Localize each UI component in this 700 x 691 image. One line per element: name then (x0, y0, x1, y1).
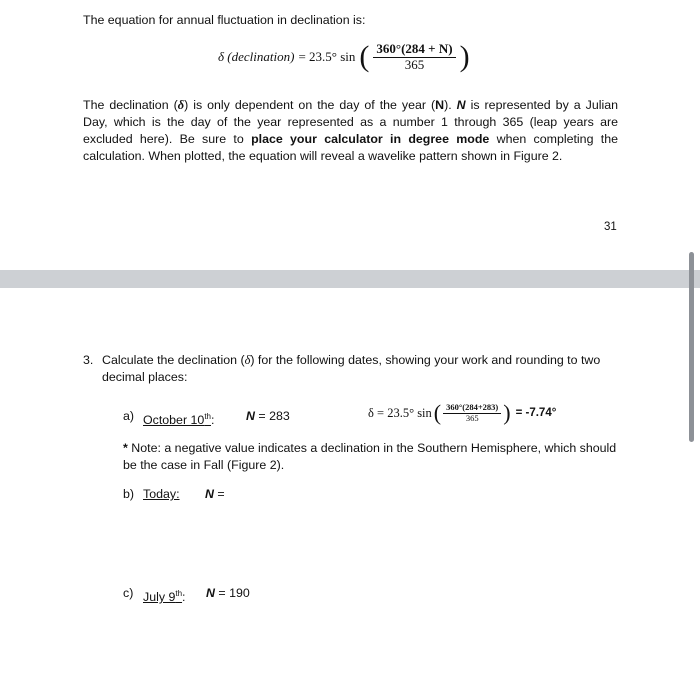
para-text-4: is represented by a Julian Day, which is the day of the year represented as a number 1 through 365 (leap years are excluded here). Be sure to (83, 98, 619, 146)
question-text-b: ) for the following dates, showing your work and rounding to two decimal places: (102, 353, 601, 384)
part-c-label: c) (123, 586, 134, 600)
part-b-n-value: = (217, 487, 225, 501)
question-text (102, 352, 620, 386)
part-a-n (246, 408, 290, 425)
part-a-eq-lhs: δ = 23.5° sin (368, 405, 432, 420)
question-text-a: Calculate the declination ( (102, 353, 245, 367)
part-a-equation (368, 402, 556, 424)
n-symbol-italic: N (456, 98, 466, 112)
intro-heading: The equation for annual fluctuation in declination is: (83, 13, 366, 27)
intro-paragraph (83, 97, 618, 165)
part-a-n-value: = 283 (258, 409, 290, 423)
part-c-n-value: = 190 (218, 586, 250, 600)
degree-mode-emphasis: place your calculator in degree mode (251, 132, 490, 146)
part-a-n-label: N (246, 409, 255, 423)
delta-symbol: δ (177, 98, 185, 112)
open-paren: ( (359, 40, 370, 74)
part-a-open-paren: ( (433, 400, 442, 425)
equation-fraction (373, 42, 455, 73)
equation-equals: = 23.5° sin (298, 49, 356, 65)
part-a-date (143, 408, 214, 429)
question-number: 3. (83, 353, 94, 367)
part-c-colon: : (182, 590, 186, 605)
part-c-date-sup: th (175, 589, 183, 598)
part-c-date (143, 585, 186, 606)
part-b-n (205, 486, 225, 503)
part-c-n (206, 585, 250, 602)
para-text-1: The declination ( (83, 98, 178, 112)
note-block (123, 440, 621, 474)
part-b-label: b) (123, 487, 135, 501)
part-b-date: Today: (143, 487, 180, 501)
part-a-date-sup: th (204, 412, 211, 421)
equation-lhs: δ (declination) (218, 49, 295, 65)
part-a-denominator: 365 (465, 412, 479, 423)
close-paren: ) (459, 40, 470, 74)
part-a-date-text: October 10 (143, 413, 205, 428)
note-bullet: * (123, 441, 128, 455)
equation-denominator: 365 (404, 56, 425, 72)
part-a-numerator: 360°(284+283) (443, 403, 501, 414)
part-a-colon: : (210, 413, 215, 428)
page-number: 31 (604, 221, 617, 233)
n-symbol: N (435, 98, 445, 112)
equation-numerator: 360°(284 + N) (373, 42, 455, 58)
para-text-2: ) is only dependent on the day of the year ( (184, 98, 436, 112)
part-c-date-text: July 9 (143, 590, 176, 605)
part-a-fraction (443, 403, 501, 424)
part-a-result: = -7.74° (515, 407, 557, 419)
note-text: Note: a negative value indicates a declination in the Southern Hemisphere, which should be the case in Fall (Figure 2). (123, 441, 617, 472)
part-a-close-paren: ) (503, 400, 511, 425)
scrollbar-thumb[interactable] (689, 252, 694, 442)
para-text-3: ). (444, 98, 457, 112)
question-delta: δ (244, 353, 251, 367)
page-separator (0, 270, 700, 288)
para-text-5: when completing the calculation. When plotted, the equation will reveal a wavelike pattern shown in Figure 2. (83, 132, 618, 163)
part-c-n-label: N (206, 586, 215, 600)
part-a-label: a) (123, 409, 135, 423)
declination-equation (218, 42, 470, 73)
part-b-n-label: N (205, 487, 214, 501)
